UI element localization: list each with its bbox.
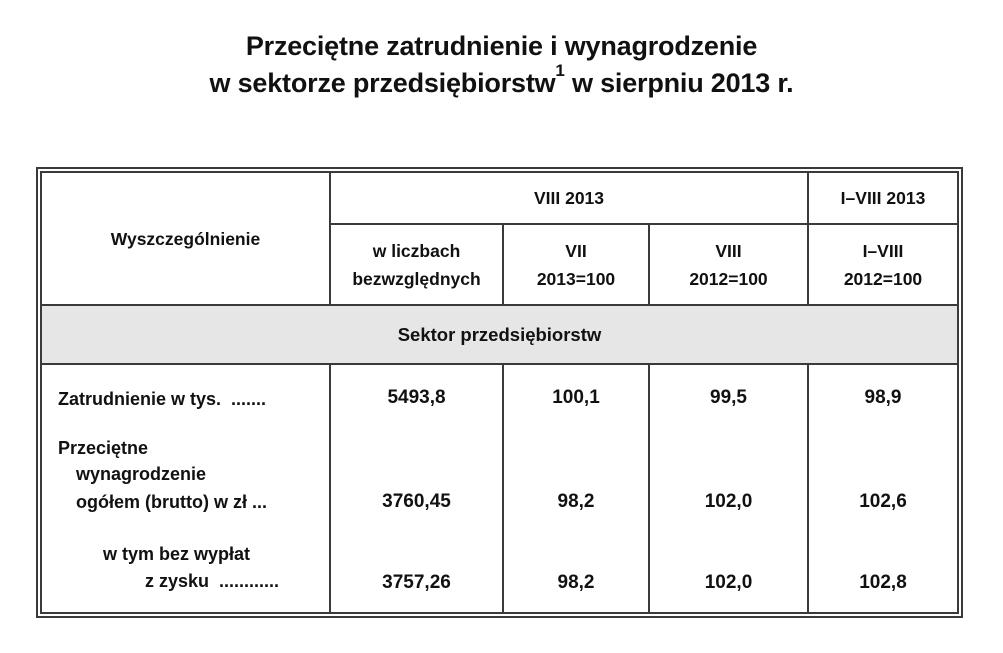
value-i-viii-2012: 98,9 xyxy=(864,387,902,408)
section-label: Sektor przedsiębiorstw xyxy=(397,323,602,345)
value-absolute: 5493,8 xyxy=(387,387,446,408)
header-row-label: Wyszczególnienie xyxy=(110,228,261,249)
header-col-viii-2012: VIII 2012=100 xyxy=(689,240,768,289)
value-i-viii-2012: 102,8 xyxy=(859,572,907,593)
header-group-i-viii-2013: I–VIII 2013 xyxy=(840,188,926,208)
divider-section-bottom xyxy=(42,363,957,365)
value-vii-2013: 98,2 xyxy=(557,491,595,512)
header-col-vii-2013: VII 2013=100 xyxy=(536,240,616,289)
document-title xyxy=(0,28,1003,102)
header-col-i-viii-2012: I–VIII 2012=100 xyxy=(843,240,923,289)
row-label-excl-profit-line-1: w tym bez wypłat xyxy=(103,544,251,564)
row-label-wage-line-3: ogółem (brutto) w zł ... xyxy=(76,492,267,512)
header-group-viii-2013: VIII 2013 xyxy=(533,188,605,208)
value-viii-2012: 102,0 xyxy=(704,572,753,593)
value-viii-2012: 99,5 xyxy=(710,387,747,408)
value-absolute: 3760,45 xyxy=(382,491,451,512)
value-viii-2012: 102,0 xyxy=(704,491,753,512)
value-vii-2013: 100,1 xyxy=(552,387,600,408)
footnote-marker: 1 xyxy=(555,61,565,80)
title-line-1: Przeciętne zatrudnienie i wynagrodzenie xyxy=(245,31,758,61)
header-col-absolute: w liczbach bezwzględnych xyxy=(352,240,481,289)
row-label-employment: Zatrudnienie w tys. ....... xyxy=(58,389,267,409)
row-label-excl-profit-line-2: z zysku ............ xyxy=(145,571,280,591)
row-label-wage-line-2: wynagrodzenie xyxy=(76,464,207,484)
value-vii-2013: 98,2 xyxy=(557,572,595,593)
value-i-viii-2012: 102,6 xyxy=(859,491,907,512)
title-line-2: w sektorze przedsiębiorstw$^1$ w sierpniu 2013 r. xyxy=(209,61,794,98)
value-absolute: 3757,26 xyxy=(382,572,451,593)
row-label-wage-line-1: Przeciętne xyxy=(58,438,149,458)
